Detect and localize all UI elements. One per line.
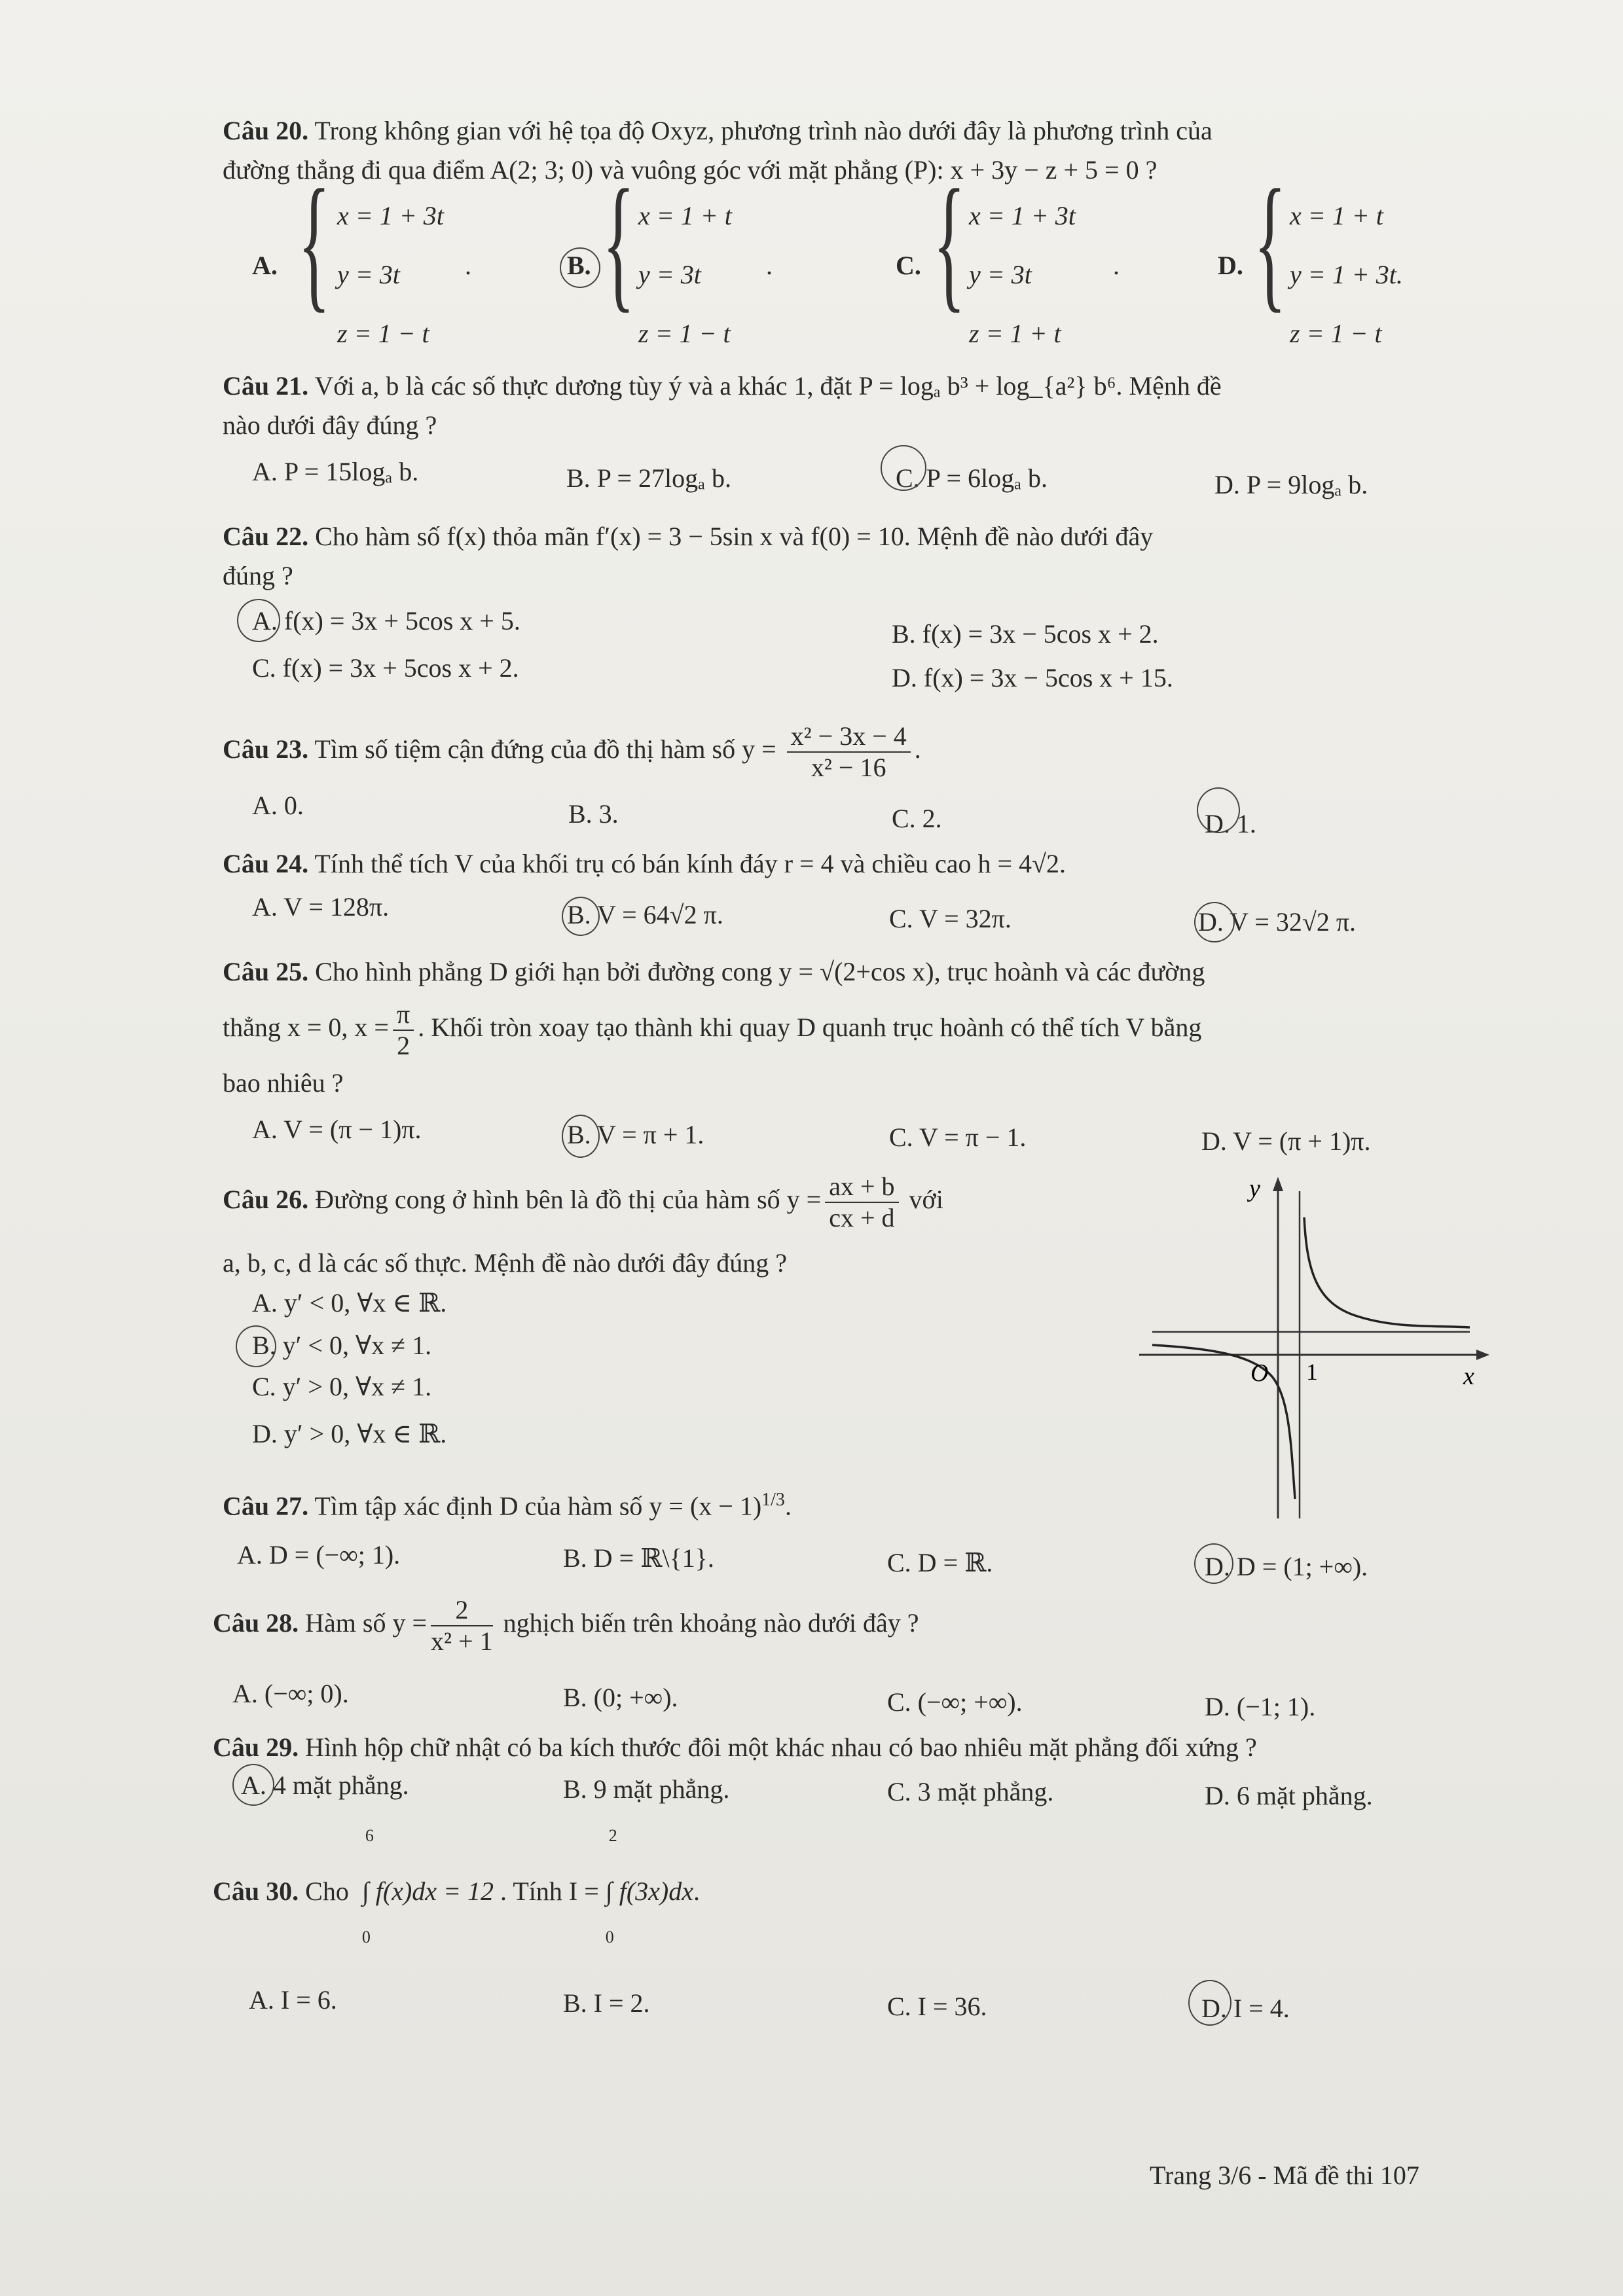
option-b[interactable]: B. 3. [568, 799, 619, 829]
question-23: Câu 23. Tìm số tiệm cận đứng của đồ thị hàm số y = $\frac{\text{x² − 3x − 4}}{\text{x² − 16}}$ . [223, 721, 921, 782]
option-b[interactable]: B. P = 27logₐ b. [566, 463, 732, 493]
option-c[interactable]: C. I = 36. [887, 1992, 987, 2021]
option-a[interactable]: A. V = (π − 1)π. [252, 1115, 422, 1144]
question-label: Câu 26. [223, 1185, 309, 1214]
question-30: Câu 30. Cho 6 0 ∫ f(x)dx = 12 . Tính I = 2 0 ∫ f(3x)dx. [213, 1826, 700, 1946]
option-d[interactable]: D. 1. [1205, 809, 1256, 838]
question-25 [223, 952, 1506, 1103]
answer-mark-circle [232, 1764, 274, 1806]
question-label: Câu 25. [223, 957, 309, 986]
question-text: Tìm tập xác định D của hàm số y = (x − 1) [314, 1491, 762, 1521]
option-a[interactable]: A. y′ < 0, ∀x ∈ ℝ. [252, 1288, 447, 1318]
brace: { [602, 158, 635, 325]
fraction: $\frac{\pi}{2}$ [393, 999, 414, 1061]
question-text: với [909, 1185, 943, 1214]
answer-mark-circle [881, 445, 926, 491]
option-a[interactable]: A. V = 128π. [252, 892, 390, 922]
integral-2: 2 0 ∫ f(3x)dx [605, 1826, 693, 1946]
question-label: Câu 21. [223, 371, 309, 401]
question-text: Tính thể tích V của khối trụ có bán kính đáy r = 4 và chiều cao h = 4√2. [314, 849, 1066, 878]
question-29 [213, 1728, 1496, 1767]
answer-mark-circle [560, 247, 600, 288]
option-c[interactable]: C. D = ℝ. [887, 1548, 993, 1577]
question-24 [223, 844, 1506, 884]
y-label: y [1249, 1175, 1260, 1202]
option-c[interactable]: C. V = 32π. [889, 904, 1012, 933]
option-d[interactable]: D. I = 4. [1201, 1994, 1290, 2023]
question-26 [223, 1164, 1139, 1236]
question-label: Câu 24. [223, 849, 309, 878]
option-b[interactable]: B. I = 2. [563, 1988, 650, 2018]
curve-left-branch [1152, 1345, 1295, 1499]
option-d[interactable]: D. D = (1; +∞). [1205, 1552, 1368, 1581]
curve-right-branch [1304, 1217, 1470, 1327]
question-28 [213, 1587, 1496, 1659]
question-text: đúng ? [223, 561, 293, 590]
brace: { [298, 158, 331, 325]
question-text: nghịch biến trên khoảng nào dưới đây ? [503, 1608, 919, 1638]
question-text: . Khối tròn xoay tạo thành khi quay D quanh trục hoành có thể tích V bằng [418, 1013, 1202, 1042]
option-a[interactable]: A. 0. [252, 791, 304, 820]
equation-system: x = 1 + 3t y = 3t z = 1 − t [337, 201, 444, 348]
question-text: Với a, b là các số thực dương tùy ý và a khác 1, đặt P = logₐ b³ + log_{a²} b⁶. Mệnh đề [314, 371, 1222, 401]
answer-mark-circle [562, 1115, 600, 1158]
exponent: 1/3 [761, 1490, 785, 1510]
option-a[interactable]: A. I = 6. [249, 1985, 337, 2015]
question-text: nào dưới đây đúng ? [223, 410, 437, 440]
option-a[interactable]: A. f(x) = 3x + 5cos x + 5. [252, 606, 520, 636]
question-text: Cho hàm số f(x) thỏa mãn f′(x) = 3 − 5sin x và f(0) = 10. Mệnh đề nào dưới đây [315, 522, 1154, 551]
fraction: $\frac{ax + b}{cx + d}$ [825, 1172, 898, 1233]
question-text: Trong không gian với hệ tọa độ Oxyz, phương trình nào dưới đây là phương trình của [314, 116, 1213, 145]
option-d[interactable]: D. 6 mặt phẳng. [1205, 1781, 1373, 1810]
punct: . [766, 251, 773, 280]
punct: . [1113, 251, 1120, 280]
answer-mark-circle [1194, 1543, 1233, 1584]
fraction: $\frac{2}{\text{x² + 1}}$ [431, 1594, 493, 1656]
answer-mark-circle [236, 1325, 276, 1367]
question-label: Câu 28. [213, 1608, 299, 1638]
option-a[interactable]: A. P = 15logₐ b. [252, 457, 419, 486]
question-text: . Tính I = [500, 1876, 599, 1906]
question-text: đường thẳng đi qua điểm A(2; 3; 0) và vuông góc với mặt phẳng (P): x + 3y − z + 5 = 0 ? [223, 155, 1158, 185]
question-label: Câu 22. [223, 522, 309, 551]
option-d[interactable]: D. y′ > 0, ∀x ∈ ℝ. [252, 1419, 447, 1448]
x-label: x [1463, 1363, 1474, 1390]
x-axis-arrow [1476, 1350, 1489, 1360]
equation-system: x = 1 + 3t y = 3t z = 1 + t [969, 201, 1076, 348]
fraction: $\frac{\text{x² − 3x − 4}}{\text{x² − 16}}$ [787, 721, 911, 783]
option-b[interactable]: B. (0; +∞). [563, 1683, 678, 1712]
option-b[interactable]: B. V = 64√2 π. [567, 900, 723, 929]
option-c[interactable]: C. (−∞; +∞). [887, 1687, 1023, 1717]
brace: { [933, 158, 966, 325]
option-c[interactable]: C. P = 6logₐ b. [896, 463, 1048, 493]
question-22 [223, 517, 1506, 596]
integral-1: 6 0 ∫ f(x)dx = 12 [361, 1826, 494, 1946]
hyperbola-graph [1139, 1172, 1493, 1532]
option-d[interactable]: D. P = 9logₐ b. [1214, 470, 1368, 499]
option-d[interactable]: D. V = (π + 1)π. [1201, 1126, 1371, 1156]
option-label: D. [1218, 251, 1243, 280]
question-27: Câu 27. Tìm tập xác định D của hàm số $y = (x - 1)^{1/3}$. [223, 1490, 792, 1521]
question-label: Câu 30. [213, 1876, 299, 1906]
question-21 [223, 367, 1506, 445]
question-label: Câu 29. [213, 1732, 299, 1762]
question-text: Hàm số y = [305, 1608, 428, 1638]
option-d[interactable]: D. V = 32√2 π. [1198, 907, 1357, 937]
question-text: a, b, c, d là các số thực. Mệnh đề nào dưới đây đúng ? [223, 1248, 788, 1278]
option-d[interactable]: D. (−1; 1). [1205, 1692, 1316, 1721]
option-c[interactable]: C. f(x) = 3x + 5cos x + 2. [252, 653, 519, 683]
tick-label: 1 [1306, 1359, 1318, 1385]
question-label: Câu 23. [223, 734, 309, 764]
question-text: Hình hộp chữ nhật có ba kích thước đôi một khác nhau có bao nhiêu mặt phẳng đối xứng ? [305, 1732, 1257, 1762]
question-20 [223, 111, 1506, 190]
option-c[interactable]: C. 2. [892, 804, 942, 833]
y-axis-arrow [1273, 1177, 1283, 1191]
question-text: Cho [305, 1876, 349, 1906]
option-d[interactable]: D. f(x) = 3x − 5cos x + 15. [892, 663, 1173, 692]
origin-label: O [1250, 1359, 1269, 1387]
question-text: Tìm số tiệm cận đứng của đồ thị hàm số y = [314, 734, 776, 764]
equation-system: x = 1 + t y = 3t z = 1 − t [638, 201, 732, 348]
option-a[interactable]: A. (−∞; 0). [232, 1679, 349, 1708]
question-text: Cho hình phẳng D giới hạn bởi đường cong y = √(2+cos x), trục hoành và các đường [315, 957, 1205, 986]
brace: { [1254, 158, 1286, 325]
question-text: bao nhiêu ? [223, 1068, 344, 1098]
page-footer: Trang 3/6 - Mã đề thi 107 [1150, 2161, 1419, 2190]
answer-mark-circle [237, 599, 280, 642]
answer-mark-circle [1197, 787, 1240, 833]
option-c[interactable]: C. V = π − 1. [889, 1122, 1027, 1152]
answer-mark-circle [562, 897, 600, 936]
question-label: Câu 27. [223, 1491, 309, 1521]
question-label: Câu 20. [223, 116, 309, 145]
question-text: Đường cong ở hình bên là đồ thị của hàm số y = [315, 1185, 822, 1214]
punct: . [465, 251, 471, 280]
option-a[interactable]: A. D = (−∞; 1). [237, 1540, 401, 1570]
question-text: thẳng x = 0, x = [223, 1013, 389, 1042]
option-c[interactable]: C. y′ > 0, ∀x ≠ 1. [252, 1372, 432, 1401]
option-b[interactable]: B. 9 mặt phẳng. [563, 1774, 730, 1804]
option-b[interactable]: B. f(x) = 3x − 5cos x + 2. [892, 619, 1159, 649]
option-a[interactable]: A. 4 mặt phẳng. [241, 1770, 409, 1800]
option-label: C. [896, 251, 921, 280]
equation-system: x = 1 + t y = 1 + 3t. z = 1 − t [1290, 201, 1403, 348]
answer-mark-circle [1188, 1980, 1231, 2026]
answer-mark-circle [1194, 902, 1235, 942]
option-b[interactable]: B. D = ℝ\{1}. [563, 1543, 714, 1573]
option-label: A. [252, 251, 278, 280]
option-b[interactable]: B. V = π + 1. [567, 1120, 704, 1149]
option-label: B. [567, 251, 591, 280]
option-b[interactable]: B. y′ < 0, ∀x ≠ 1. [252, 1331, 432, 1360]
option-c[interactable]: C. 3 mặt phẳng. [887, 1777, 1054, 1806]
